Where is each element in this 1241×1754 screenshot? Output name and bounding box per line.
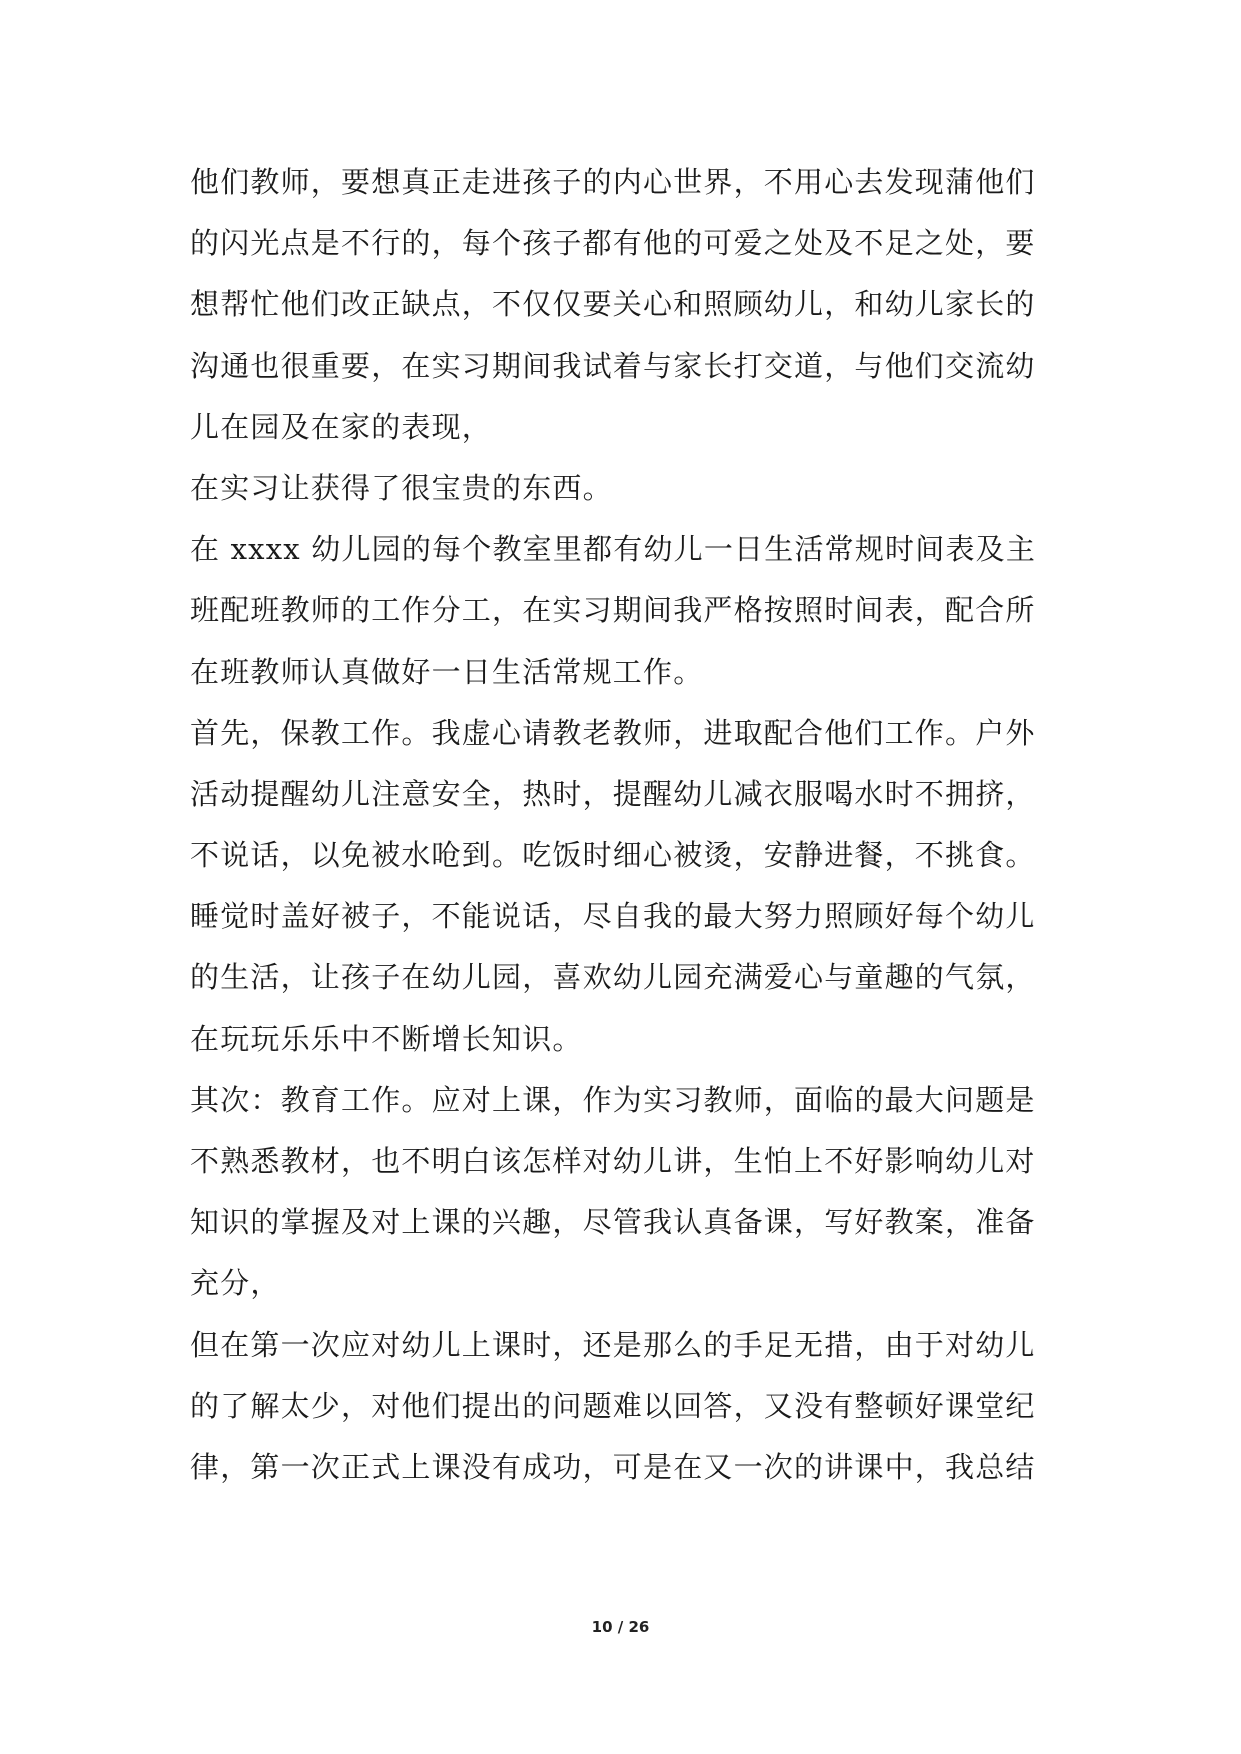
text-line: 儿在园及在家的表现， <box>190 409 493 444</box>
text-line: 充分， <box>190 1266 281 1301</box>
text-line: 活动提醒幼儿注意安全，热时，提醒幼儿减衣服喝水时不拥挤， <box>190 776 1036 811</box>
text-line: 知识的掌握及对上课的兴趣，尽管我认真备课，写好教案，准备 <box>190 1205 1036 1240</box>
text-line: 首先，保教工作。我虚心请教老教师，进取配合他们工作。户外 <box>190 715 1036 750</box>
text-line: 不说话，以免被水呛到。吃饭时细心被烫，安静进餐，不挑食。 <box>190 838 1036 873</box>
text-line: 但在第一次应对幼儿上课时，还是那么的手足无措，由于对幼儿 <box>190 1327 1036 1362</box>
text-line: 不熟悉教材，也不明白该怎样对幼儿讲，生怕上不好影响幼儿对 <box>190 1144 1036 1178</box>
text-line: 的闪光点是不行的，每个孩子都有他的可爱之处及不足之处，要 <box>190 226 1036 261</box>
text-line: 在实习让获得了很宝贵的东西。 <box>190 470 613 505</box>
text-line: 律，第一次正式上课没有成功，可是在又一次的讲课中，我总结 <box>190 1449 1036 1484</box>
text-line: 沟通也很重要，在实习期间我试着与家长打交道，与他们交流幼 <box>190 348 1036 383</box>
text-line: 的生活，让孩子在幼儿园，喜欢幼儿园充满爱心与童趣的气氛， <box>190 960 1036 995</box>
text-line: 想帮忙他们改正缺点，不仅仅要关心和照顾幼儿，和幼儿家长的 <box>190 287 1036 322</box>
text-line: 班配班教师的工作分工，在实习期间我严格按照时间表，配合所 <box>190 593 1036 628</box>
text-line: 其次：教育工作。应对上课，作为实习教师，面临的最大问题是 <box>190 1082 1036 1117</box>
text-line: 睡觉时盖好被子，不能说话，尽自我的最大努力照顾好每个幼儿 <box>190 899 1036 934</box>
text-line: 他们教师，要想真正走进孩子的内心世界，不用心去发现蒲他们 <box>190 165 1036 199</box>
text-line: 在玩玩乐乐中不断增长知识。 <box>190 1021 583 1056</box>
page-number: 10 / 26 <box>591 1618 650 1636</box>
text-line: 的了解太少，对他们提出的问题难以回答，又没有整顿好课堂纪 <box>190 1388 1036 1423</box>
body-text <box>190 152 1070 1498</box>
text-line: 在 xxxx 幼儿园的每个教室里都有幼儿一日生活常规时间表及主 <box>190 532 1037 567</box>
text-line: 在班教师认真做好一日生活常规工作。 <box>190 654 704 689</box>
